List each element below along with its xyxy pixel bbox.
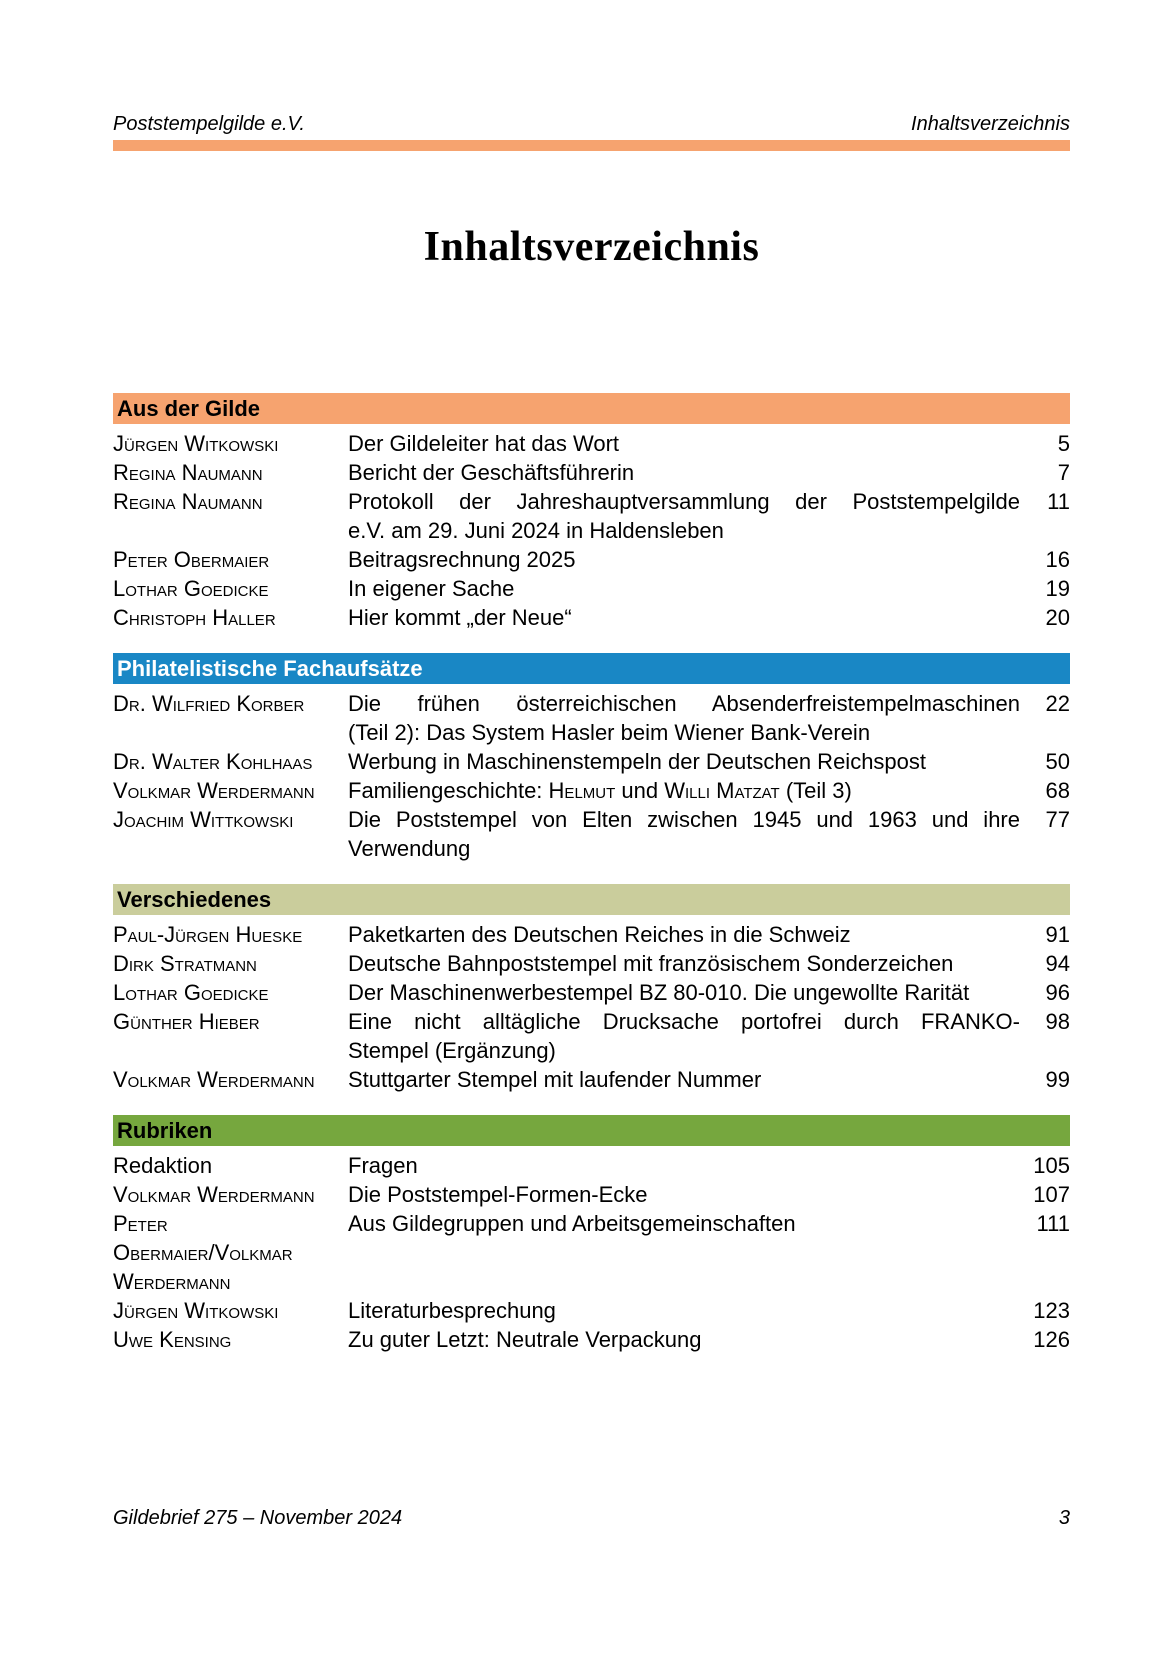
entry-page-number: 105: [1033, 1153, 1070, 1178]
title-line: Verwendung: [348, 836, 471, 861]
toc-entry: [113, 949, 1070, 978]
entry-author: Günther Hieber: [113, 1009, 260, 1034]
entry-author: Regina Naumann: [113, 489, 263, 514]
entry-title: [348, 776, 1020, 805]
entry-page-number: 16: [1045, 547, 1070, 572]
toc-entry: [113, 805, 1070, 863]
entry-title: Bericht der Geschäftsführerin: [348, 460, 635, 485]
page-title: Inhaltsverzeichnis: [423, 224, 760, 270]
toc-entry: [113, 487, 1070, 545]
entry-author: Joachim Wittkowski: [113, 807, 294, 832]
page-footer: [113, 1506, 1070, 1531]
entry-title: [348, 689, 1020, 747]
toc-entry: [113, 458, 1070, 487]
entry-author: Dr. Wilfried Korber: [113, 691, 305, 716]
entry-author: Volkmar Werdermann: [113, 1067, 315, 1092]
entry-author: Volkmar Werdermann: [113, 778, 315, 803]
section-entries: [113, 424, 1070, 632]
title-segment: und: [615, 778, 665, 803]
toc-entry: [113, 1296, 1070, 1325]
entry-title: In eigener Sache: [348, 576, 515, 601]
entry-author: Volkmar Werdermann: [113, 1182, 315, 1207]
toc-entry: [113, 1007, 1070, 1065]
entry-title: Beitragsrechnung 2025: [348, 547, 576, 572]
entry-page-number: 5: [1057, 431, 1070, 456]
entry-author: Dr. Walter Kohlhaas: [113, 749, 313, 774]
toc-entry: [113, 429, 1070, 458]
title-line: Protokoll der Jahreshauptversammlung der Poststempelgilde: [348, 489, 1020, 514]
toc-entry: [113, 1065, 1070, 1094]
entry-author: Jürgen Witkowski: [113, 1298, 279, 1323]
entry-title: Der Maschinenwerbestempel BZ 80-010. Die ungewollte Rarität: [348, 980, 970, 1005]
title-line: Stempel (Ergänzung): [348, 1038, 556, 1063]
entry-page-number: 107: [1033, 1182, 1070, 1207]
author-line: Werdermann: [113, 1269, 231, 1294]
section-header-verschiedenes: Verschiedenes: [113, 884, 1070, 915]
entry-page-number: 77: [1045, 807, 1070, 832]
entry-title: [348, 805, 1020, 863]
entry-page-number: 126: [1033, 1327, 1070, 1352]
table-of-contents: [113, 393, 1070, 1354]
section-entries: [113, 684, 1070, 863]
title-line: [348, 776, 1020, 805]
section-aus-der-gilde: [113, 393, 1070, 632]
entry-title: Werbung in Maschinenstempeln der Deutschen Reichspost: [348, 749, 927, 774]
entry-page-number: 98: [1045, 1009, 1070, 1034]
entry-author: Peter Obermaier: [113, 547, 270, 572]
entry-title: Stuttgarter Stempel mit laufender Nummer: [348, 1067, 762, 1092]
entry-author: Jürgen Witkowski: [113, 431, 279, 456]
entry-author: Regina Naumann: [113, 460, 263, 485]
title-line: Eine nicht alltägliche Drucksache portofrei durch FRANKO-: [348, 1009, 1020, 1034]
toc-entry: [113, 574, 1070, 603]
toc-entry: [113, 920, 1070, 949]
toc-entry: [113, 545, 1070, 574]
title-line: Die Poststempel von Elten zwischen 1945 und 1963 und ihre: [348, 807, 1020, 832]
header-rule: [113, 140, 1070, 151]
entry-page-number: 22: [1045, 691, 1070, 716]
entry-page-number: 7: [1057, 460, 1070, 485]
section-philatelistische-fachaufsaetze: [113, 653, 1070, 863]
entry-title: Deutsche Bahnpoststempel mit französischem Sonderzeichen: [348, 951, 954, 976]
footer-page-number: 3: [1058, 1507, 1070, 1529]
toc-entry: [113, 747, 1070, 776]
section-entries: [113, 1146, 1070, 1354]
entry-author: [113, 1209, 348, 1296]
entry-page-number: 20: [1045, 605, 1070, 630]
entry-title: Hier kommt „der Neue“: [348, 605, 572, 630]
entry-author: Dirk Stratmann: [113, 951, 257, 976]
entry-title: [348, 1007, 1020, 1065]
entry-author: Redaktion: [113, 1153, 213, 1178]
entry-page-number: 91: [1045, 922, 1070, 947]
entry-title: Zu guter Letzt: Neutrale Verpackung: [348, 1327, 702, 1352]
entry-author: Paul-Jürgen Hueske: [113, 922, 303, 947]
toc-entry: [113, 978, 1070, 1007]
toc-entry: [113, 689, 1070, 747]
entry-title: Fragen: [348, 1153, 418, 1178]
entry-title: Der Gildeleiter hat das Wort: [348, 431, 620, 456]
footer-issue-label: Gildebrief 275 – November 2024: [113, 1507, 403, 1529]
entry-title: [348, 487, 1020, 545]
section-header-philatelistische-fachaufsaetze: Philatelistische Fachaufsätze: [113, 653, 1070, 684]
toc-entry: [113, 1325, 1070, 1354]
entry-page-number: 111: [1036, 1211, 1070, 1236]
section-entries: [113, 915, 1070, 1094]
entry-author: Lothar Goedicke: [113, 576, 269, 601]
section-header-aus-der-gilde: Aus der Gilde: [113, 393, 1070, 424]
title-segment: Helmut: [548, 778, 616, 803]
toc-entry: [113, 603, 1070, 632]
page-header: [113, 112, 1070, 136]
entry-title: Aus Gildegruppen und Arbeitsgemeinschaften: [348, 1211, 796, 1236]
entry-page-number: 123: [1033, 1298, 1070, 1323]
entry-title: Die Poststempel-Formen-Ecke: [348, 1182, 648, 1207]
entry-author: Uwe Kensing: [113, 1327, 232, 1352]
title-line: e.V. am 29. Juni 2024 in Haldensleben: [348, 518, 724, 543]
entry-title: Literaturbesprechung: [348, 1298, 556, 1323]
section-header-rubriken: Rubriken: [113, 1115, 1070, 1146]
entry-page-number: 96: [1045, 980, 1070, 1005]
entry-page-number: 68: [1045, 778, 1070, 803]
entry-author: Lothar Goedicke: [113, 980, 269, 1005]
title-line: (Teil 2): Das System Hasler beim Wiener Bank-Verein: [348, 720, 871, 745]
toc-entry: [113, 1151, 1070, 1180]
author-line: Peter Obermaier/Volkmar: [113, 1211, 293, 1265]
page-content: [113, 0, 1070, 1354]
entry-page-number: 99: [1045, 1067, 1070, 1092]
title-segment: Familiengeschichte:: [348, 778, 549, 803]
toc-entry: [113, 1209, 1070, 1296]
header-society-name: Poststempelgilde e.V.: [113, 113, 305, 135]
entry-title: Paketkarten des Deutschen Reiches in die Schweiz: [348, 922, 851, 947]
section-rubriken: [113, 1115, 1070, 1354]
entry-page-number: 11: [1047, 489, 1070, 514]
entry-page-number: 94: [1045, 951, 1070, 976]
toc-entry: [113, 776, 1070, 805]
header-section-name: Inhaltsverzeichnis: [911, 113, 1070, 135]
toc-entry: [113, 1180, 1070, 1209]
title-segment: Willi Matzat: [664, 778, 780, 803]
entry-page-number: 50: [1045, 749, 1070, 774]
title-segment: (Teil 3): [779, 778, 852, 803]
section-verschiedenes: [113, 884, 1070, 1094]
entry-page-number: 19: [1045, 576, 1070, 601]
entry-author: Christoph Haller: [113, 605, 276, 630]
title-line: Die frühen österreichischen Absenderfreistempelmaschinen: [348, 691, 1020, 716]
